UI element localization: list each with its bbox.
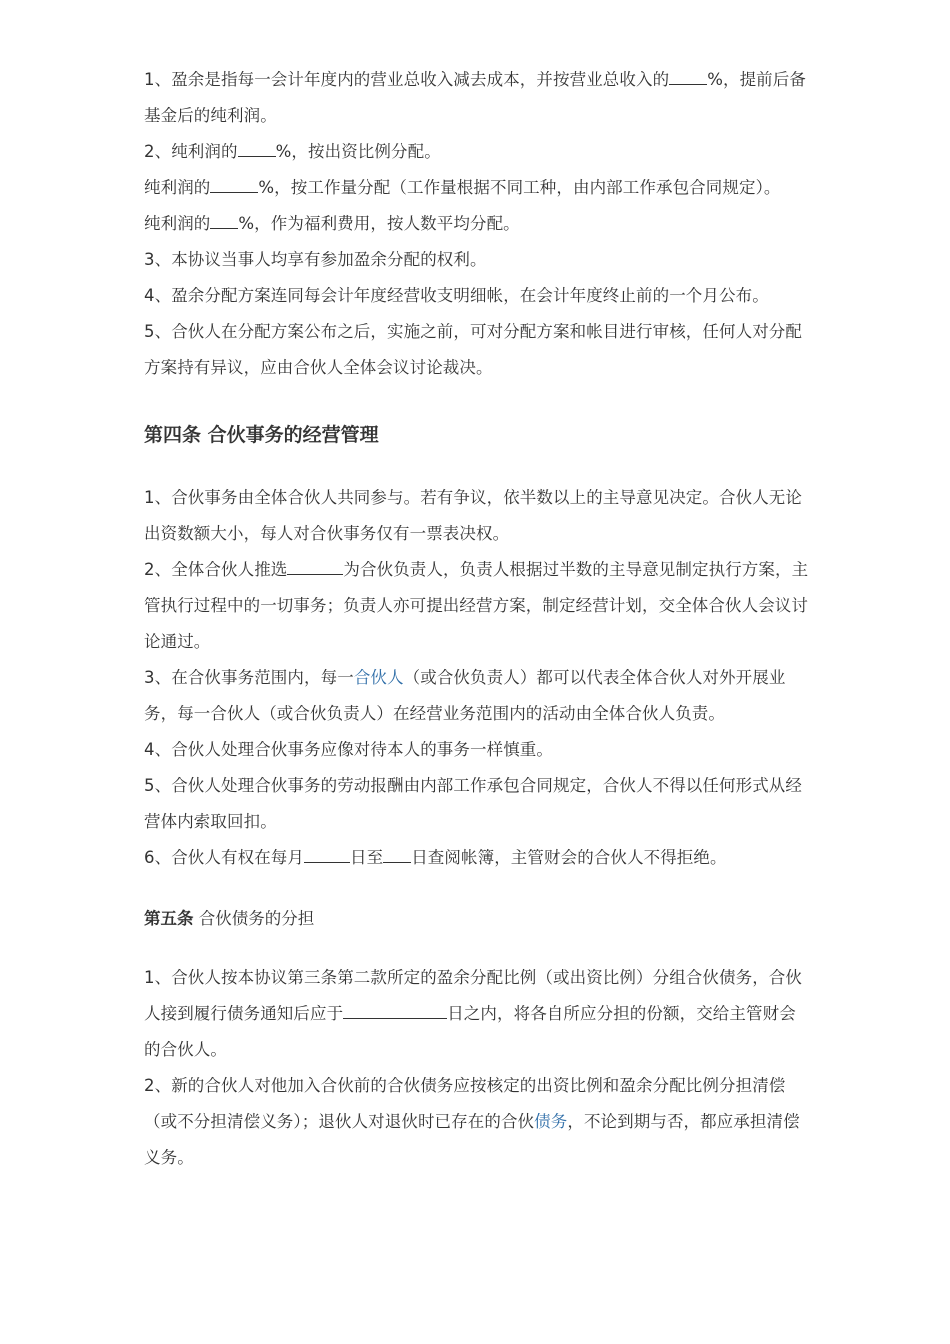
paragraph-3-6: 4、盈余分配方案连同每会计年度经营收支明细帐，在会计年度终止前的一个月公布。 <box>144 286 769 305</box>
blank-line <box>343 1001 447 1019</box>
paragraph-4-3: 3、在合伙事务范围内，每一合伙人（或合伙负责人）都可以代表全体合伙人对外开展业务，每一合伙人（或合伙负责人）在经营业务范围内的活动由全体合伙人负责。 <box>144 668 786 723</box>
paragraph-3-3: 纯利润的 %，按工作量分配（工作量根据不同工种，由内部工作承包合同规定）。 <box>144 170 812 206</box>
blank-line <box>238 139 276 157</box>
paragraph-3-4: 纯利润的 %，作为福利费用，按人数平均分配。 <box>144 206 812 242</box>
partner-link[interactable]: 合伙人 <box>353 668 404 687</box>
paragraph-3-5: 3、本协议当事人均享有参加盈余分配的权利。 <box>144 250 487 269</box>
document-page <box>144 62 812 1176</box>
section-5-title: 第五条 合伙债务的分担 <box>144 909 315 928</box>
paragraph-5-1: 1、合伙人按本协议第三条第二款所定的盈余分配比例（或出资比例）分组合伙债务，合伙人接到履行债务通知后应于 日之内，将各自所应分担的份额，交给主管财会的合伙人。 <box>144 968 802 1059</box>
paragraph-3-1: 1、盈余是指每一会计年度内的营业总收入减去成本，并按营业总收入的 %，提前后备基金后的纯利润。 <box>144 62 812 134</box>
blank-line <box>210 175 258 193</box>
blank-line <box>669 67 707 85</box>
paragraph-4-6: 6、合伙人有权在每月 日至 日查阅帐簿，主管财会的合伙人不得拒绝。 <box>144 840 812 876</box>
paragraph-4-1: 1、合伙事务由全体合伙人共同参与。若有争议，依半数以上的主导意见决定。合伙人无论出资数额大小，每人对合伙事务仅有一票表决权。 <box>144 488 802 543</box>
blank-line <box>383 845 411 863</box>
blank-line <box>210 211 238 229</box>
blank-line <box>304 845 350 863</box>
paragraph-3-7: 5、合伙人在分配方案公布之后，实施之前，可对分配方案和帐目进行审核，任何人对分配方案持有异议，应由合伙人全体会议讨论裁决。 <box>144 322 802 377</box>
paragraph-4-2: 2、全体合伙人推选 为合伙负责人，负责人根据过半数的主导意见制定执行方案，主管执行过程中的一切事务；负责人亦可提出经营方案，制定经营计划，交全体合伙人会议讨论通过。 <box>144 552 812 660</box>
paragraph-4-5: 5、合伙人处理合伙事务的劳动报酬由内部工作承包合同规定，合伙人不得以任何形式从经营体内索取回扣。 <box>144 776 802 831</box>
paragraph-4-4: 4、合伙人处理合伙事务应像对待本人的事务一样慎重。 <box>144 740 553 759</box>
paragraph-3-2: 2、纯利润的 %，按出资比例分配。 <box>144 134 812 170</box>
paragraph-5-2: 2、新的合伙人对他加入合伙前的合伙债务应按核定的出资比例和盈余分配比例分担清偿（或不分担清偿义务）；退伙人对退伙时已存在的合伙债务，不论到期与否，都应承担清偿义务。 <box>144 1076 800 1167</box>
blank-line <box>287 557 343 575</box>
debt-link[interactable]: 债务 <box>534 1112 568 1131</box>
section-4-title: 第四条 合伙事务的经营管理 <box>144 424 379 446</box>
